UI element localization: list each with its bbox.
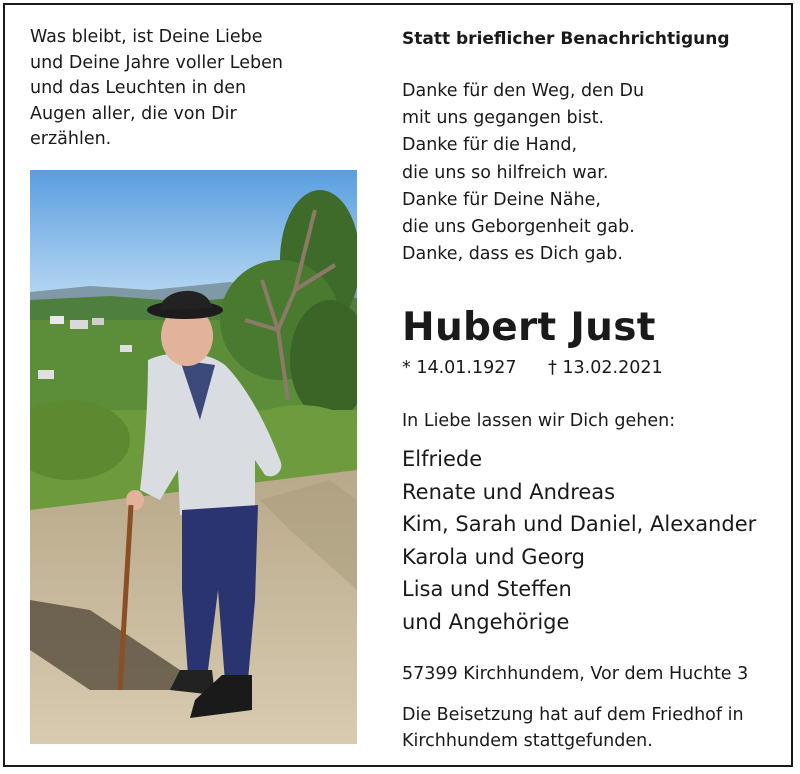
mourner-line: Elfriede — [402, 447, 483, 471]
portrait-photo — [30, 170, 357, 744]
life-dates — [402, 358, 663, 378]
deceased-name: Hubert Just — [402, 305, 656, 350]
mourner-line: und Angehörige — [402, 609, 570, 634]
mourner-line: Karola und Georg — [402, 544, 585, 569]
burial-line: Die Beisetzung hat auf dem Friedhof in — [402, 705, 744, 725]
poem-line: Danke, dass es Dich gab. — [402, 244, 623, 265]
poem-line: Danke für den Weg, den Du — [402, 81, 645, 101]
burial-line: Kirchhundem stattgefunden. — [402, 731, 653, 751]
poem-line: Danke für die Hand, — [402, 135, 578, 156]
poem-line: mit uns gegangen bist. — [402, 108, 605, 129]
address: 57399 Kirchhundem, Vor dem Huchte 3 — [402, 664, 749, 684]
death-date: † 13.02.2021 — [548, 358, 663, 378]
mourners-list — [402, 443, 756, 638]
poem-line: Was bleibt, ist Deine Liebe — [30, 27, 263, 47]
notice-heading: Statt brieflicher Benachrichtigung — [402, 29, 730, 49]
mourner-line: Lisa und Steffen — [402, 577, 572, 601]
birth-date: * 14.01.1927 — [402, 358, 517, 378]
poem-line: die uns Geborgenheit gab. — [402, 217, 635, 238]
poem-line: Danke für Deine Nähe, — [402, 189, 601, 210]
mourner-line: Kim, Sarah und Daniel, Alexander — [402, 512, 757, 536]
right-poem — [402, 78, 644, 268]
mourner-line: Renate und Andreas — [402, 479, 616, 504]
poem-line: Augen aller, die von Dir — [30, 103, 237, 124]
poem-line: erzählen. — [30, 129, 112, 149]
poem-line: und Deine Jahre voller Leben — [30, 52, 283, 73]
mourners-intro: In Liebe lassen wir Dich gehen: — [402, 411, 676, 431]
burial-note — [402, 702, 744, 754]
left-poem — [30, 25, 330, 153]
poem-line: die uns so hilfreich war. — [402, 162, 609, 183]
poem-line: und das Leuchten in den — [30, 78, 247, 98]
